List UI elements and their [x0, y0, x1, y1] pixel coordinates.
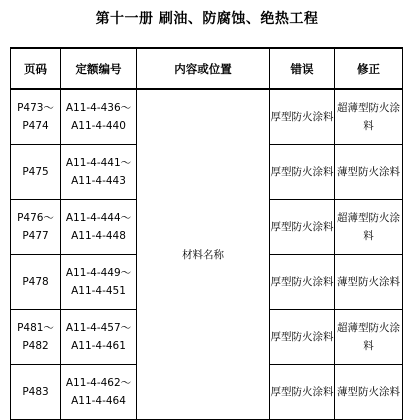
header-error: 错误 [270, 48, 335, 89]
cell-fix: 薄型防火涂料 [335, 255, 403, 310]
code-line: A11-4-436～ [65, 102, 132, 114]
page-line: P473～ [17, 102, 54, 114]
header-fix: 修正 [335, 48, 403, 89]
code-line: A11-4-443 [71, 175, 126, 187]
cell-code [61, 365, 137, 420]
cell-error: 厚型防火涂料 [270, 200, 335, 255]
cell-fix: 薄型防火涂料 [335, 145, 403, 200]
code-line: A11-4-440 [71, 120, 126, 132]
cell-location: 材料名称 [137, 89, 270, 420]
header-row [11, 48, 403, 89]
code-line: A11-4-441～ [65, 157, 132, 169]
header-code: 定额编号 [61, 48, 137, 89]
code-line: A11-4-464 [71, 395, 126, 407]
errata-table [10, 47, 403, 420]
page-line: P478 [22, 276, 49, 288]
cell-code [61, 89, 137, 145]
cell-error: 厚型防火涂料 [270, 145, 335, 200]
cell-page [11, 145, 61, 200]
code-line: A11-4-457～ [65, 322, 132, 334]
cell-page [11, 365, 61, 420]
cell-page [11, 89, 61, 145]
code-line: A11-4-461 [71, 340, 126, 352]
document-title: 第十一册 刷油、防腐蚀、绝热工程 [95, 11, 319, 27]
page-line: P477 [22, 230, 49, 242]
cell-page [11, 310, 61, 365]
table-row [11, 89, 403, 145]
page-line: P483 [22, 386, 49, 398]
page-line: P476～ [17, 212, 54, 224]
code-line: A11-4-444～ [65, 212, 132, 224]
header-page: 页码 [11, 48, 61, 89]
page-line: P474 [22, 120, 49, 132]
page-line: P475 [22, 166, 49, 178]
page-line: P482 [22, 340, 49, 352]
cell-code [61, 310, 137, 365]
cell-error: 厚型防火涂料 [270, 89, 335, 145]
code-line: A11-4-449～ [65, 267, 132, 279]
cell-page [11, 255, 61, 310]
code-line: A11-4-451 [71, 285, 126, 297]
cell-code [61, 145, 137, 200]
cell-fix: 超薄型防火涂料 [335, 310, 403, 365]
cell-page [11, 200, 61, 255]
page-line: P481～ [17, 322, 54, 334]
cell-fix: 薄型防火涂料 [335, 365, 403, 420]
header-location: 内容或位置 [137, 48, 270, 89]
cell-fix: 超薄型防火涂料 [335, 89, 403, 145]
code-line: A11-4-462～ [65, 377, 132, 389]
cell-error: 厚型防火涂料 [270, 310, 335, 365]
code-line: A11-4-448 [71, 230, 126, 242]
cell-fix: 超薄型防火涂料 [335, 200, 403, 255]
cell-error: 厚型防火涂料 [270, 365, 335, 420]
cell-code [61, 255, 137, 310]
cell-code [61, 200, 137, 255]
cell-error: 厚型防火涂料 [270, 255, 335, 310]
